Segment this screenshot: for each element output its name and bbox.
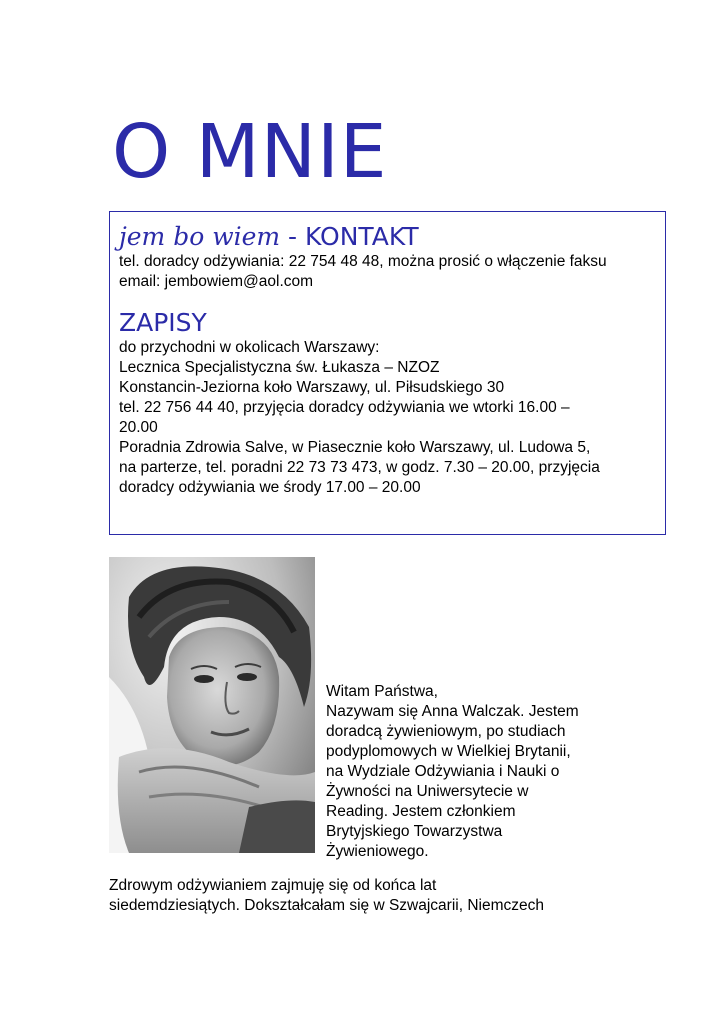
- zapisy-line: do przychodni w okolicach Warszawy:: [119, 339, 380, 356]
- zapisy-line: tel. 22 756 44 40, przyjęcia doradcy odżywiania we wtorki 16.00 –: [119, 399, 570, 416]
- zapisy-line: 20.00: [119, 419, 158, 436]
- intro-line: Żywieniowego.: [326, 843, 429, 860]
- intro-line: Reading. Jestem członkiem: [326, 803, 516, 820]
- intro-line: na Wydziale Odżywiania i Nauki o: [326, 763, 560, 780]
- intro-line: Witam Państwa,: [326, 683, 438, 700]
- zapisy-line: Poradnia Zdrowia Salve, w Piasecznie koło Warszawy, ul. Ludowa 5,: [119, 439, 591, 456]
- contact-phone: tel. doradcy odżywiania: 22 754 48 48, można prosić o włączenie faksu: [119, 253, 607, 270]
- contact-box: [109, 211, 666, 535]
- outro-line: Zdrowym odżywianiem zajmuję się od końca lat: [109, 877, 437, 894]
- portrait-photo: [109, 557, 315, 853]
- intro-line: Nazywam się Anna Walczak. Jestem: [326, 703, 579, 720]
- brand-name: jem bo wiem: [119, 222, 281, 251]
- contact-heading-label: - KONTAKT: [280, 222, 419, 251]
- zapisy-heading: ZAPISY: [119, 308, 207, 337]
- zapisy-line: Konstancin-Jeziorna koło Warszawy, ul. Piłsudskiego 30: [119, 379, 505, 396]
- outro-line: siedemdziesiątych. Dokształcałam się w Szwajcarii, Niemczech: [109, 897, 544, 914]
- portrait-image: [109, 557, 315, 853]
- contact-box-content: [119, 222, 659, 498]
- intro-line: podyplomowych w Wielkiej Brytanii,: [326, 743, 571, 760]
- contact-email: email: jembowiem@aol.com: [119, 273, 314, 290]
- outro-text: [109, 876, 544, 916]
- intro-line: Żywności na Uniwersytecie w: [326, 783, 529, 800]
- contact-heading: [119, 222, 659, 252]
- zapisy-line: doradcy odżywiania we środy 17.00 – 20.00: [119, 479, 421, 496]
- zapisy-line: na parterze, tel. poradni 22 73 73 473, w godz. 7.30 – 20.00, przyjęcia: [119, 459, 600, 476]
- intro-text: [326, 682, 579, 862]
- intro-line: doradcą żywieniowym, po studiach: [326, 723, 566, 740]
- page-title: O MNIE: [112, 109, 388, 195]
- zapisy-line: Lecznica Specjalistyczna św. Łukasza – NZOZ: [119, 359, 440, 376]
- intro-line: Brytyjskiego Towarzystwa: [326, 823, 503, 840]
